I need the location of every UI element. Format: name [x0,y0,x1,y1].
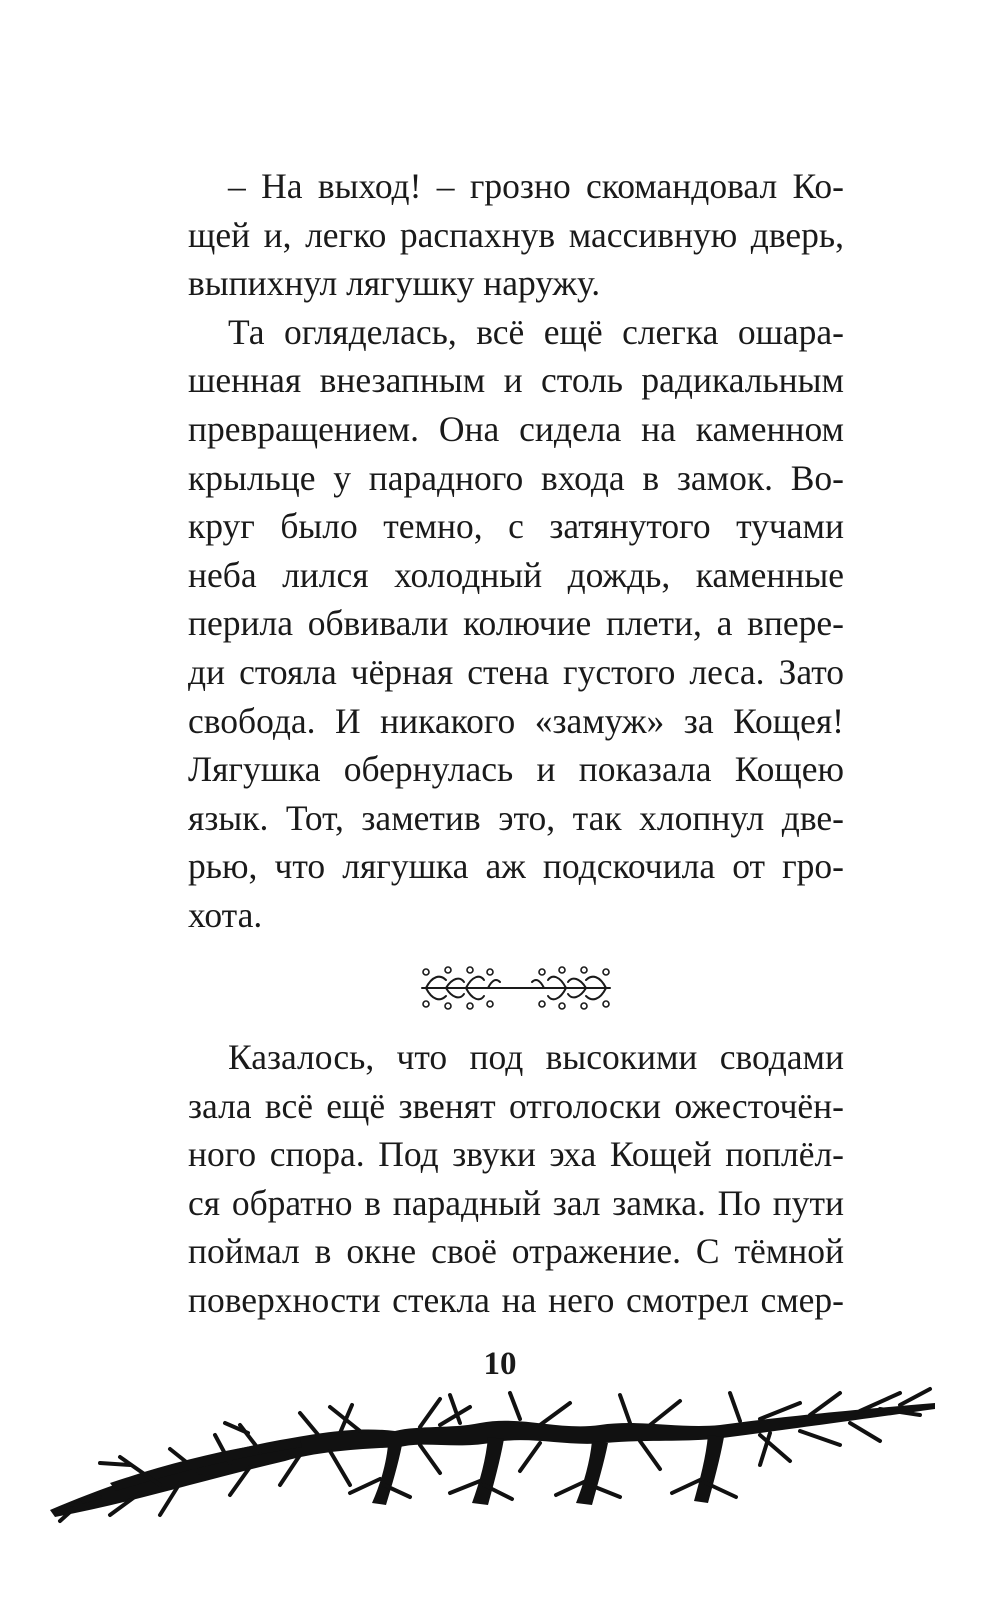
text-line: круг было темно, с затянутого тучами [188,506,844,547]
text-block-bottom [188,1033,844,1325]
text-line: шенная внезапным и столь радикальным [188,360,844,401]
text-line: неба лился холодный дождь, каменные [188,554,844,595]
text-line: поймал в окне своё отражение. С тёмной [188,1231,844,1272]
text-line: зала всё ещё звенят отголоски ожесточён- [188,1085,844,1126]
tree-branches-icon [0,1385,1000,1616]
text-line: хота. [188,894,263,935]
text-line: Казалось, что под высокими сводами [228,1037,844,1077]
page-number: 10 [483,1346,517,1382]
text-line: – На выход! – грозно скомандовал Ко- [228,166,844,206]
text-line: свобода. И никакого «замуж» за Кощея! [188,700,844,741]
text-line: Лягушка обернулась и показала Кощею [188,749,844,790]
text-line: перила обвивали колючие плети, а впере- [188,603,844,644]
text-line: ного спора. Под звуки эха Кощей поплёл- [188,1134,844,1175]
text-line: Та огляделась, всё ещё слегка ошара- [228,311,844,352]
text-line: поверхности стекла на него смотрел смер- [188,1279,844,1320]
text-line: выпихнул лягушку наружу. [188,263,601,304]
text-line: щей и, легко распахнув массивную дверь, [188,214,844,255]
floral-divider-icon [418,960,614,1016]
text-line: язык. Тот, заметив это, так хлопнул две- [188,797,844,838]
text-line: ди стояла чёрная стена густого леса. Зато [188,651,844,692]
text-line: крыльце у парадного входа в замок. Во- [188,457,844,498]
text-line: ся обратно в парадный зал замка. По пути [188,1182,844,1223]
text-line: превращением. Она сидела на каменном [188,408,844,449]
text-line: рью, что лягушка аж подскочила от гро- [188,846,844,887]
text-block-top [188,162,844,940]
